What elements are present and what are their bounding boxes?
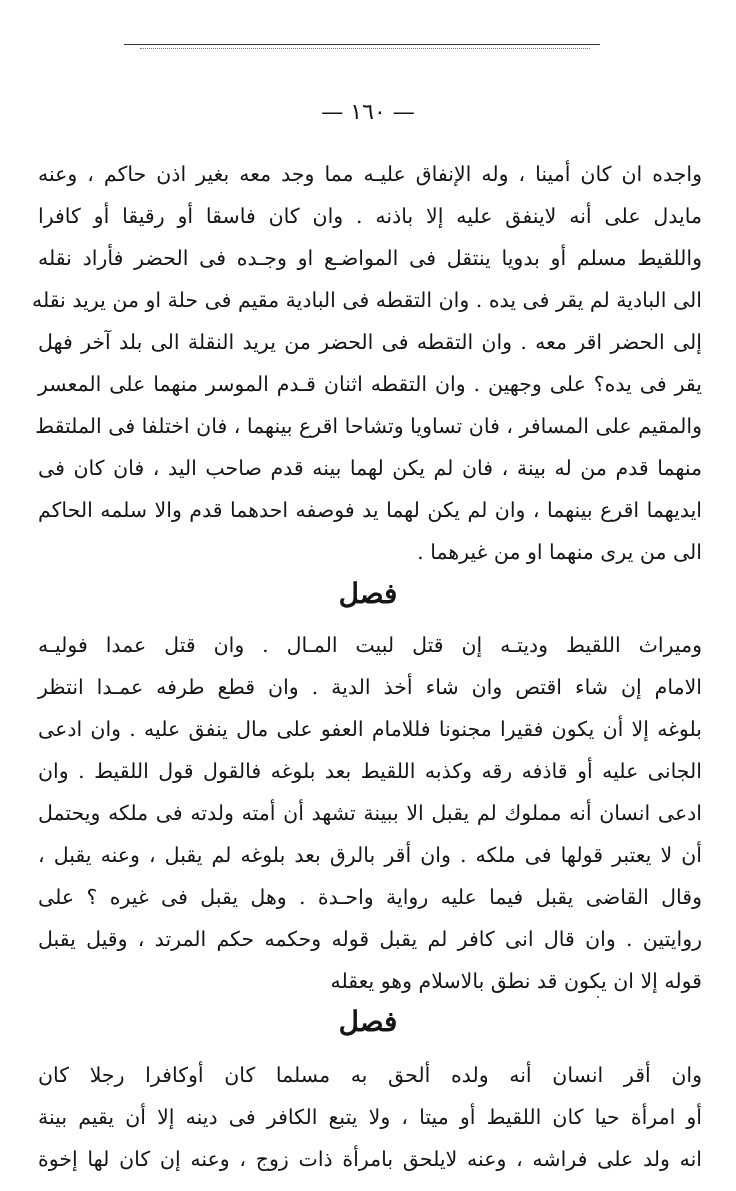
text-line: وميراث اللقيط وديتـه إن قتل لبيت المـال . وان قتل عمدا فوليـه — [38, 633, 702, 657]
text-line: والمقيم على المسافر ، فان تساويا وتشاحا اقرع بينهما ، فان اختلفا فى الملتقط — [35, 414, 702, 438]
top-rule-dotted — [140, 48, 590, 49]
text-line: مايدل على أنه لاينفق عليه إلا باذنه . وان كان فاسقا أو رقيقا أو كافرا — [38, 204, 702, 228]
text-line: منهما قدم من له بينة ، فان لم يكن لهما بينه قدم صاحب اليد ، فان كان فى — [38, 456, 702, 480]
text-line: الى البادية لم يقر فى يده . وان التقطه فى البادية مقيم فى حلة او من يريد نقله — [32, 288, 702, 312]
paragraph-1 — [32, 153, 702, 573]
text-line: واجده ان كان أمينا ، وله الإنفاق عليـه مما وجد معه بغير اذن حاكم ، وعنه — [38, 162, 702, 186]
text-line: واللقيط مسلم أو بدويا ينتقل فى المواضـع او وجـده فى الحضر فأراد نقله — [38, 246, 702, 270]
section-heading: فصل — [338, 577, 398, 610]
paragraph-3 — [38, 1054, 702, 1180]
text-line: الجانى عليه أو قاذفه رقه وكذبه اللقيط بعد بلوغه فالقول قول اللقيط . وان — [38, 759, 702, 783]
text-line: انه ولد على فراشه ، وعنه لايلحق بامرأة ذات زوج ، وعنه إن كان لها إخوة — [38, 1147, 702, 1171]
text-line: قوله إلا ان يكون قد نطق بالاسلام وهو يعقله — [330, 969, 702, 993]
scan-speck — [597, 996, 599, 998]
top-rule — [124, 44, 600, 45]
text-line: إلى الحضر اقر معه . وان التقطه فى الحضر من يريد النقلة الى بلد آخر فهل — [38, 330, 702, 354]
text-line: الامام إن شاء اقتص وان شاء أخذ الدية . وان قطع طرفه عمـدا انتظر — [38, 675, 702, 699]
text-line: ايديهما اقرع بينهما ، وان لم يكن لهما يد فوصفه احدهما قدم والا سلمه الحاكم — [38, 498, 702, 522]
page-number: — ١٦٠ — — [321, 100, 415, 125]
text-line: أو امرأة حيا كان اللقيط أو ميتا ، ولا يتبع الكافر فى دينه إلا أن يقيم بينة — [38, 1105, 702, 1129]
paragraph-2 — [38, 624, 702, 1002]
text-line: وقال القاضى يقبل فيما عليه رواية واحـدة . وهل يقبل فى غيره ؟ على — [38, 885, 702, 909]
text-line: بلوغه إلا أن يكون فقيرا مجنونا فللامام العفو على مال ينفق عليه . وان ادعى — [38, 717, 702, 741]
text-line: وان أقر انسان أنه ولده ألحق به مسلما كان أوكافرا رجلا كان — [38, 1063, 702, 1087]
text-line: أن لا يعتبر قولها فى ملكه . وان أقر بالرق بعد بلوغه لم يقبل ، وعنه يقبل ، — [38, 843, 702, 867]
text-line: يقر فى يده؟ على وجهين . وان التقطه اثنان قـدم الموسر منهما على المعسر — [38, 372, 702, 396]
text-line: الى من يرى منهما او من غيرهما . — [417, 540, 702, 564]
section-heading: فصل — [338, 1005, 398, 1038]
text-line: روايتين . وان قال انى كافر لم يقبل قوله وحكمه حكم المرتد ، وقيل يقبل — [38, 927, 702, 951]
text-line: ادعى انسان أنه مملوك لم يقبل الا ببينة تشهد أن أمته ولدته فى ملكه ويحتمل — [38, 801, 702, 825]
